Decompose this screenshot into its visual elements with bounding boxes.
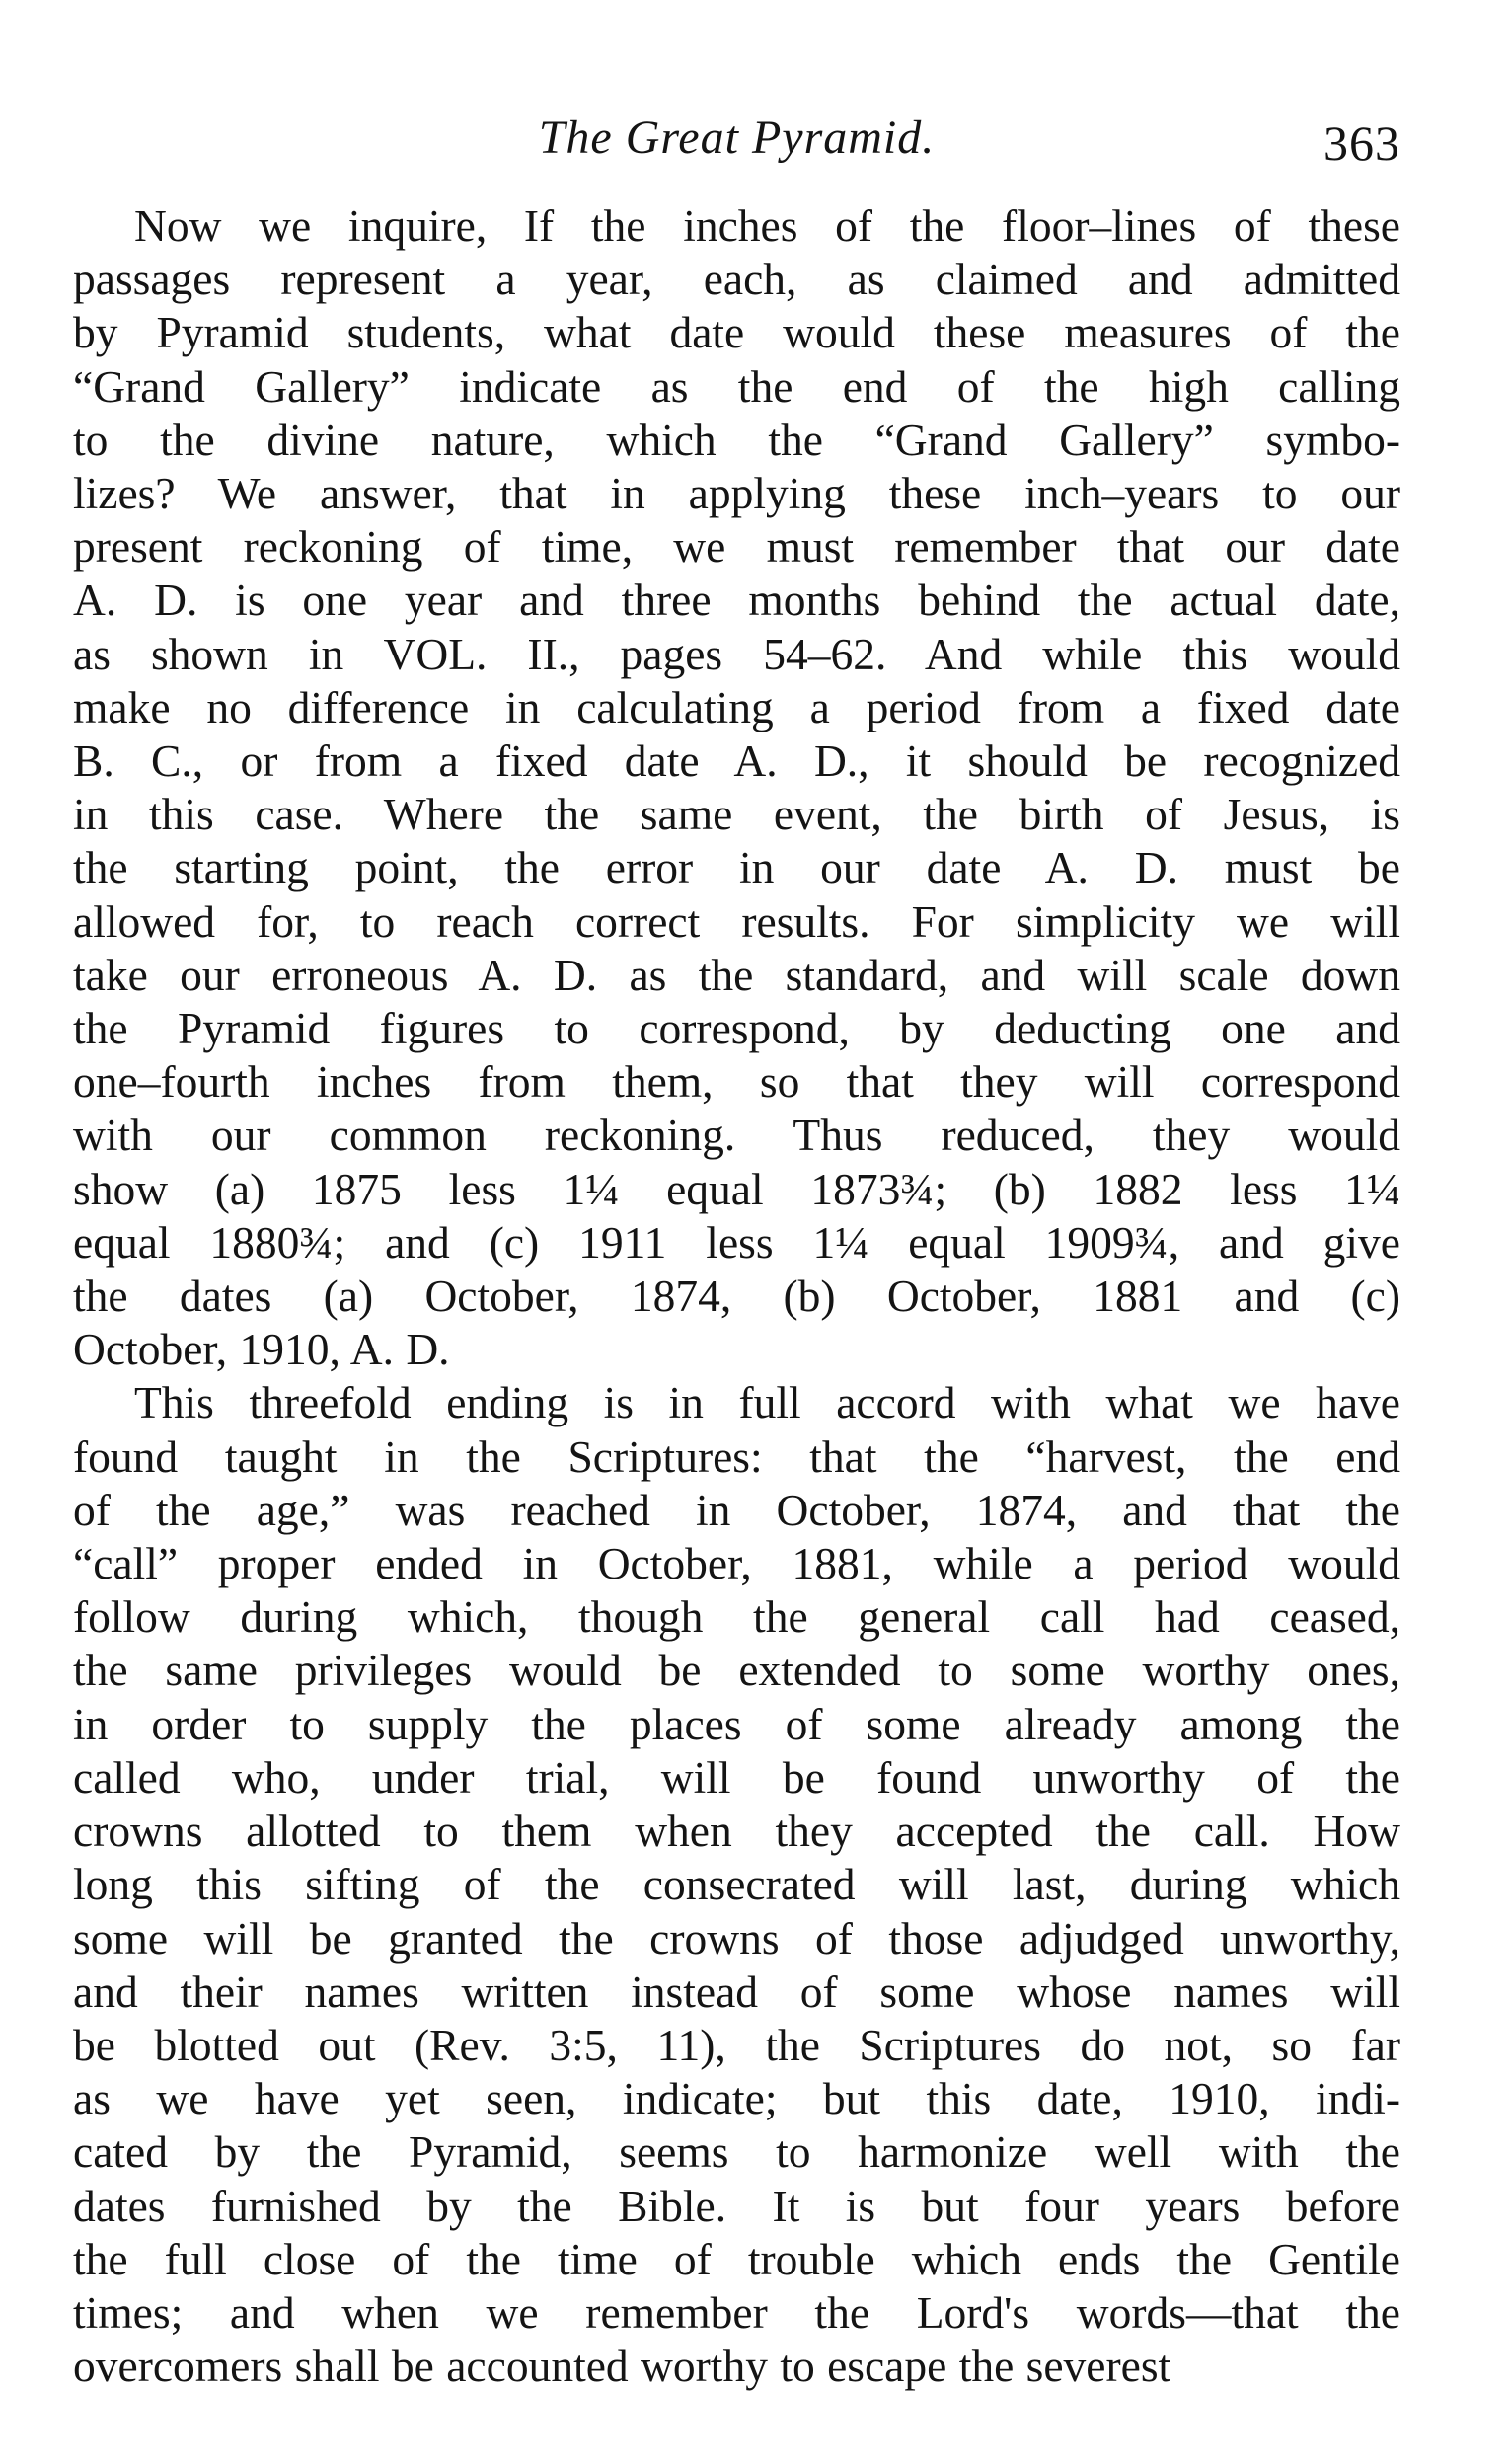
text-line: crowns allotted to them when they accepted the call. How bbox=[73, 1806, 1400, 1857]
text-line: overcomers shall be accounted worthy to escape the severest bbox=[73, 2341, 1171, 2392]
text-line: “Grand Gallery” indicate as the end of the high calling bbox=[73, 360, 1400, 412]
text-line: allowed for, to reach correct results. For simplicity we will bbox=[73, 895, 1400, 947]
text-line: present reckoning of time, we must remember that our date bbox=[73, 521, 1400, 573]
text-line: B. C., or from a fixed date A. D., it should be recognized bbox=[73, 735, 1400, 787]
text-line: times; and when we remember the Lord's words—that the bbox=[73, 2286, 1400, 2338]
text-line: the dates (a) October, 1874, (b) October, 1881 and (c) bbox=[73, 1270, 1400, 1322]
text-line: A. D. is one year and three months behind the actual date, bbox=[73, 575, 1400, 626]
text-line: the starting point, the error in our date A. D. must be bbox=[73, 842, 1400, 893]
text-line: to the divine nature, which the “Grand Gallery” symbo- bbox=[73, 414, 1400, 465]
text-line: in this case. Where the same event, the birth of Jesus, is bbox=[73, 789, 1400, 840]
text-line: show (a) 1875 less 1¼ equal 1873¾; (b) 1882 less 1¼ bbox=[73, 1163, 1400, 1214]
text-line: passages represent a year, each, as claimed and admitted bbox=[73, 254, 1400, 305]
text-line: by Pyramid students, what date would these measures of the bbox=[73, 307, 1400, 358]
text-line: some will be granted the crowns of those adjudged unworthy, bbox=[73, 1912, 1400, 1964]
text-line: as we have yet seen, indicate; but this date, 1910, indi- bbox=[73, 2073, 1400, 2124]
text-line: the Pyramid figures to correspond, by deducting one and bbox=[73, 1003, 1400, 1054]
text-line: make no difference in calculating a period from a fixed date bbox=[73, 681, 1400, 732]
text-line: the same privileges would be extended to some worthy ones, bbox=[73, 1645, 1400, 1696]
text-line: as shown in VOL. II., pages 54–62. And while this would bbox=[73, 628, 1400, 679]
page-number: 363 bbox=[1323, 116, 1400, 171]
paragraph bbox=[73, 1376, 1400, 2393]
text-line: Now we inquire, If the inches of the floor–lines of these bbox=[134, 200, 1400, 251]
text-line: equal 1880¾; and (c) 1911 less 1¼ equal 1909¾, and give bbox=[73, 1216, 1400, 1268]
text-line: October, 1910, A. D. bbox=[73, 1324, 450, 1375]
text-line: in order to supply the places of some already among the bbox=[73, 1698, 1400, 1749]
body-text bbox=[73, 199, 1400, 2393]
book-page bbox=[73, 99, 1400, 2393]
text-line: one–fourth inches from them, so that they will correspond bbox=[73, 1056, 1400, 1108]
running-header bbox=[73, 99, 1400, 178]
text-line: the full close of the time of trouble which ends the Gentile bbox=[73, 2233, 1400, 2284]
text-line: dates furnished by the Bible. It is but four years before bbox=[73, 2180, 1400, 2231]
text-line: called who, under trial, will be found unworthy of the bbox=[73, 1751, 1400, 1803]
text-line: follow during which, though the general call had ceased, bbox=[73, 1591, 1400, 1643]
text-line: found taught in the Scriptures: that the “harvest, the end bbox=[73, 1430, 1400, 1482]
text-line: “call” proper ended in October, 1881, while a period would bbox=[73, 1538, 1400, 1589]
text-line: take our erroneous A. D. as the standard, and will scale down bbox=[73, 949, 1400, 1000]
text-line: and their names written instead of some whose names will bbox=[73, 1965, 1400, 2017]
running-title: The Great Pyramid. bbox=[538, 112, 936, 164]
text-line: This threefold ending is in full accord with what we have bbox=[134, 1377, 1400, 1428]
text-line: of the age,” was reached in October, 1874, and that the bbox=[73, 1484, 1400, 1535]
text-line: be blotted out (Rev. 3:5, 11), the Scriptures do not, so far bbox=[73, 2019, 1400, 2070]
text-line: cated by the Pyramid, seems to harmonize well with the bbox=[73, 2126, 1400, 2178]
paragraph bbox=[73, 199, 1400, 1376]
text-line: lizes? We answer, that in applying these inch–years to our bbox=[73, 468, 1400, 519]
text-line: long this sifting of the consecrated will last, during which bbox=[73, 1859, 1400, 1910]
text-line: with our common reckoning. Thus reduced, they would bbox=[73, 1110, 1400, 1161]
